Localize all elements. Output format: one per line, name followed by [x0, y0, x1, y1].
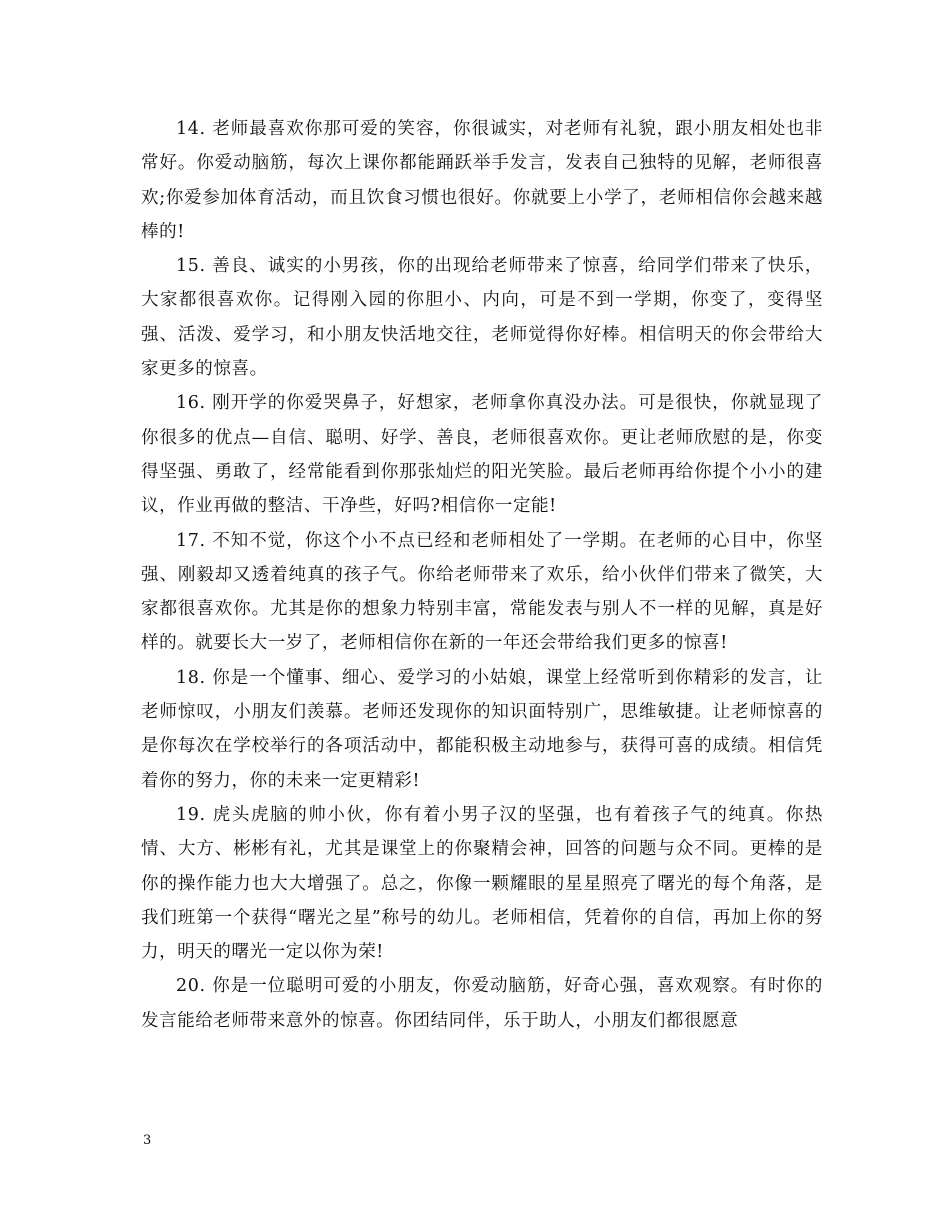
page-number: 3: [143, 1133, 152, 1148]
paragraph-17: 17. 不知不觉，你这个小不点已经和老师相处了一学期。在老师的心目中，你坚强、刚毅却又透着纯真的孩子气。你给老师带来了欢乐，给小伙伴们带来了微笑，大家都很喜欢你。尤其是你的想象力特别丰富，常能发表与别人不一样的见解，真是好样的。就要长大一岁了，老师相信你在新的一年还会带给我们更多的惊喜!: [141, 530, 823, 654]
document-body: [141, 112, 823, 1038]
paragraph-16: 16. 刚开学的你爱哭鼻子，好想家，老师拿你真没办法。可是很快，你就显现了你很多的优点—自信、聪明、好学、善良，老师很喜欢你。更让老师欣慰的是，你变得坚强、勇敢了，经常能看到你那张灿烂的阳光笑脸。最后老师再给你提个小小的建议，作业再做的整洁、干净些，好吗?相信你一定能!: [141, 393, 823, 517]
paragraph-15: 15. 善良、诚实的小男孩，你的出现给老师带来了惊喜，给同学们带来了快乐，大家都很喜欢你。记得刚入园的你胆小、内向，可是不到一学期，你变了，变得坚强、活泼、爱学习，和小朋友快活地交往，老师觉得你好棒。相信明天的你会带给大家更多的惊喜。: [141, 256, 823, 380]
paragraph-20: 20. 你是一位聪明可爱的小朋友，你爱动脑筋，好奇心强，喜欢观察。有时你的发言能给老师带来意外的惊喜。你团结同伴，乐于助人，小朋友们都很愿意: [141, 976, 823, 1031]
paragraph-14: 14. 老师最喜欢你那可爱的笑容，你很诚实，对老师有礼貌，跟小朋友相处也非常好。你爱动脑筋，每次上课你都能踊跃举手发言，发表自己独特的见解，老师很喜欢;你爱参加体育活动，而且饮食习惯也很好。你就要上小学了，老师相信你会越来越棒的!: [141, 119, 823, 242]
paragraph-18: 18. 你是一个懂事、细心、爱学习的小姑娘，课堂上经常听到你精彩的发言，让老师惊叹，小朋友们羡慕。老师还发现你的知识面特别广，思维敏捷。让老师惊喜的是你每次在学校举行的各项活动中，都能积极主动地参与，获得可喜的成绩。相信凭着你的努力，你的未来一定更精彩!: [141, 667, 823, 791]
paragraph-19: 19. 虎头虎脑的帅小伙，你有着小男子汉的坚强，也有着孩子气的纯真。你热情、大方、彬彬有礼，尤其是课堂上的你聚精会神，回答的问题与众不同。更棒的是你的操作能力也大大增强了。总之，你像一颗耀眼的星星照亮了曙光的每个角落，是我们班第一个获得“曙光之星”称号的幼儿。老师相信，凭着你的自信，再加上你的努力，明天的曙光一定以你为荣!: [141, 804, 823, 963]
